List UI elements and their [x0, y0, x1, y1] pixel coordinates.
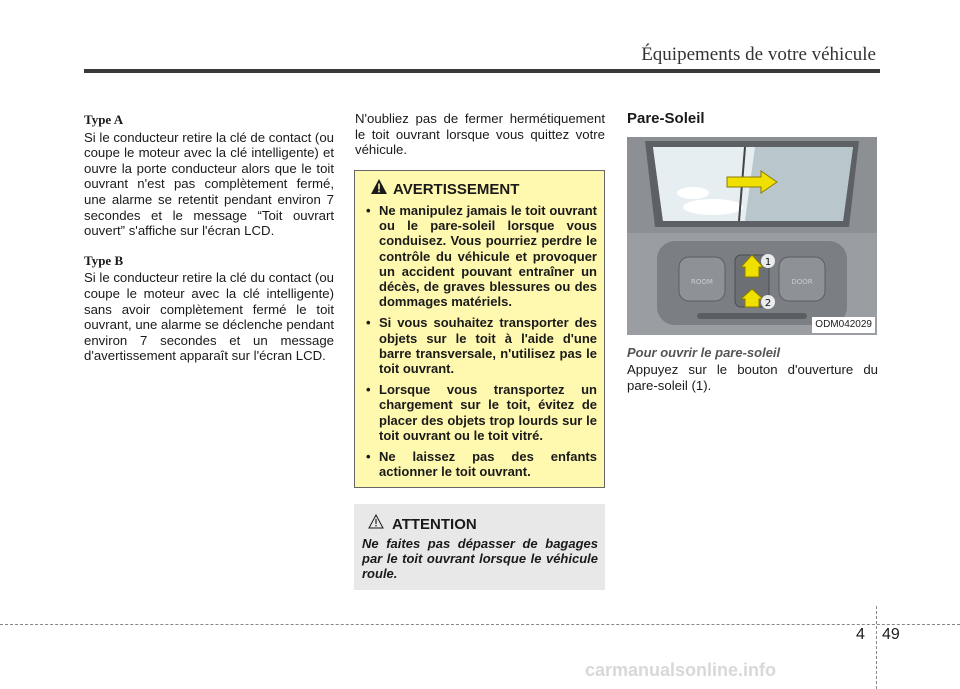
door-button-label: DOOR [791, 277, 813, 286]
warning-item: • Ne laissez pas des enfants actionner le toit ouvrant. [363, 449, 597, 479]
column-right [627, 111, 878, 393]
warning-title: AVERTISSEMENT [393, 180, 520, 198]
type-a-text: Si le conducteur retire la clé de contact (ou coupe le moteur avec la clé intelligente) et ouvre la porte conducteur alors que le toit ouvrant n'est pas complètement fermé, une alarme se retentit pendant environ 7 secondes et le message “Toit ouvrart ouvert” s'affiche sur l'écran LCD. [84, 129, 334, 239]
type-b-text: Si le conducteur retire la clé du contact (ou coupe le moteur avec la clé intelligente) sans avoir complètement fermé le toit ouvrant, une alarme se déclenche pendant environ 7 secondes et un message d'avertissement apparaît sur l'écran LCD. [84, 270, 335, 364]
sunroof-illustration [627, 137, 877, 335]
room-button-label: ROOM [691, 277, 713, 286]
callout-2: 2 [764, 297, 772, 309]
column-left [84, 112, 334, 378]
watermark-text: carmanualsonline.info [585, 660, 777, 680]
warning-item: • Ne manipulez jamais le toit ouvrant ou le pare-soleil lorsque vous conduisez. Vous pourriez perdre le contrôle du véhicule et provoquer un accident pouvant entraîner un décès, de graves blessures ou des dommages matériels. [363, 203, 597, 309]
subheading: Pour ouvrir le pare-soleil [627, 344, 781, 360]
section-title: Pare-Soleil [627, 110, 705, 127]
page-separator [876, 606, 877, 689]
attention-header [368, 514, 598, 534]
chapter-number: 4 [856, 626, 865, 643]
warning-item: • Lorsque vous transportez un chargement sur le toit, évitez de placer des objets trop lourds sur le toit ouvrant ou le toit vitré. [363, 382, 597, 443]
sunshade-figure [627, 137, 877, 335]
page-header-title: Équipements de votre véhicule [641, 44, 876, 65]
instruction-text: Appuyez sur le bouton d'ouverture du pare-soleil (1). [627, 362, 878, 393]
type-a-label: Type A [84, 112, 124, 127]
figure-code: ODM042029 [812, 317, 875, 333]
type-b-label: Type B [84, 252, 124, 268]
attention-box [354, 504, 605, 590]
intro-text: N'oubliez pas de fermer hermétiquement le toit ouvrant lorsque vous quittez votre véhicule. [355, 111, 605, 158]
callout-1: 1 [764, 256, 772, 268]
attention-title: ATTENTION [392, 515, 477, 533]
page-number: 49 [882, 626, 900, 643]
warning-triangle-icon [371, 179, 387, 199]
warning-list [363, 203, 597, 479]
warning-item: • Si vous souhaitez transporter des objets sur le toit à l'aide d'une barre transversale, n'utilisez pas le toit ouvrant. [363, 315, 597, 376]
caution-triangle-icon [368, 514, 384, 534]
footer-rule [0, 624, 960, 625]
column-middle [355, 111, 605, 158]
header-rule [84, 69, 880, 73]
attention-text: Ne faites pas dépasser de bagages par le toit ouvrant lorsque le véhicule roule. [362, 536, 598, 581]
warning-header [371, 179, 597, 199]
warning-box [354, 170, 605, 488]
